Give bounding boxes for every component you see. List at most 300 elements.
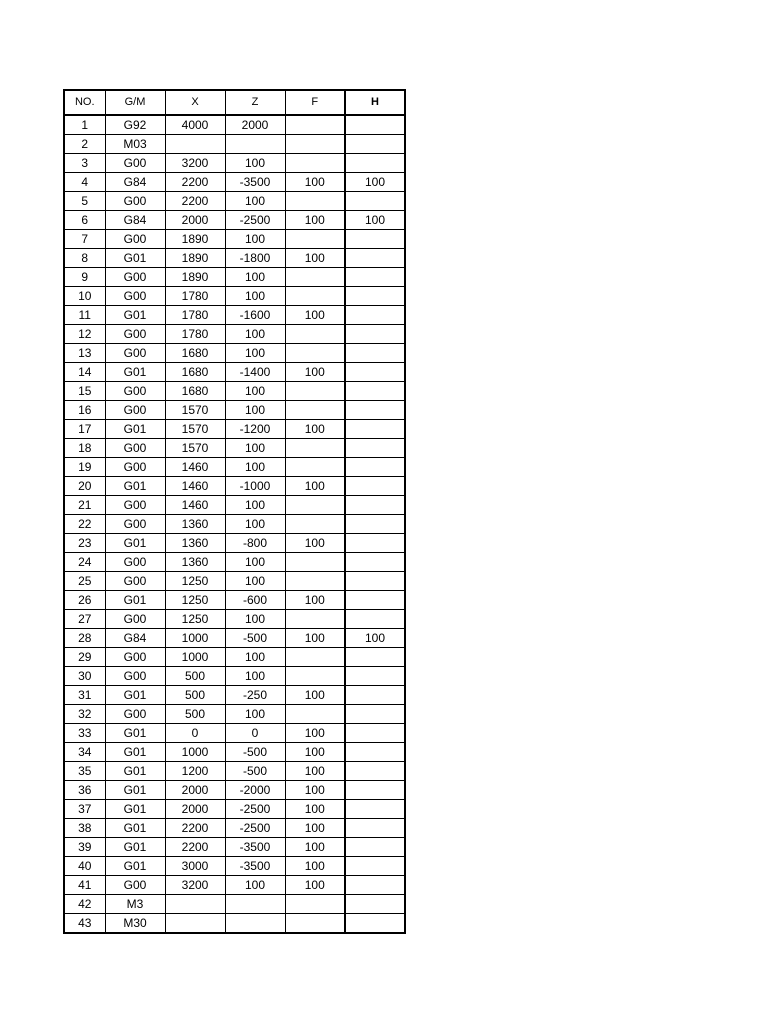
cell-no: 40 <box>64 857 105 876</box>
cell-f <box>285 287 345 306</box>
cell-f <box>285 344 345 363</box>
cell-z: 100 <box>225 610 285 629</box>
cell-f: 100 <box>285 477 345 496</box>
cell-gm: G00 <box>105 515 165 534</box>
cell-x: 1000 <box>165 629 225 648</box>
cell-f <box>285 230 345 249</box>
cell-z: 100 <box>225 230 285 249</box>
table-row <box>64 154 405 173</box>
table-row <box>64 496 405 515</box>
cell-no: 11 <box>64 306 105 325</box>
table-row <box>64 572 405 591</box>
cell-z: -1000 <box>225 477 285 496</box>
cell-h <box>345 895 405 914</box>
cell-no: 38 <box>64 819 105 838</box>
cell-gm: G01 <box>105 477 165 496</box>
cell-gm: G01 <box>105 838 165 857</box>
cell-z <box>225 914 285 934</box>
cell-z: -1200 <box>225 420 285 439</box>
cell-gm: G00 <box>105 382 165 401</box>
cell-h <box>345 781 405 800</box>
cell-h <box>345 458 405 477</box>
cell-z: -3500 <box>225 838 285 857</box>
header-f: F <box>285 90 345 115</box>
table-row <box>64 534 405 553</box>
cell-z: 100 <box>225 458 285 477</box>
cell-z: -3500 <box>225 857 285 876</box>
cell-gm: G00 <box>105 192 165 211</box>
cell-x: 1460 <box>165 458 225 477</box>
cell-gm: G01 <box>105 762 165 781</box>
cell-h <box>345 667 405 686</box>
cell-no: 36 <box>64 781 105 800</box>
cell-z: 100 <box>225 553 285 572</box>
cell-gm: G01 <box>105 306 165 325</box>
table-row <box>64 591 405 610</box>
cell-no: 28 <box>64 629 105 648</box>
header-gm: G/M <box>105 90 165 115</box>
cell-x: 3200 <box>165 154 225 173</box>
cell-f: 100 <box>285 211 345 230</box>
cell-h <box>345 306 405 325</box>
cell-f <box>285 192 345 211</box>
cell-h <box>345 819 405 838</box>
cell-z: 100 <box>225 325 285 344</box>
table-row <box>64 629 405 648</box>
cell-z: 100 <box>225 154 285 173</box>
cell-z: 100 <box>225 515 285 534</box>
table-row <box>64 838 405 857</box>
cell-h <box>345 724 405 743</box>
table-row <box>64 382 405 401</box>
cell-h <box>345 838 405 857</box>
cell-z <box>225 135 285 154</box>
cell-z: 100 <box>225 401 285 420</box>
cell-x: 1680 <box>165 344 225 363</box>
cell-f <box>285 496 345 515</box>
cell-x: 1200 <box>165 762 225 781</box>
cell-f <box>285 895 345 914</box>
table-row <box>64 876 405 895</box>
cell-f: 100 <box>285 781 345 800</box>
cell-f: 100 <box>285 686 345 705</box>
cell-f: 100 <box>285 724 345 743</box>
table-row <box>64 420 405 439</box>
cell-z: 100 <box>225 667 285 686</box>
cell-f <box>285 439 345 458</box>
cell-z: 100 <box>225 268 285 287</box>
cell-f <box>285 914 345 934</box>
table-row <box>64 268 405 287</box>
cell-h <box>345 401 405 420</box>
cell-gm: M03 <box>105 135 165 154</box>
cell-gm: G01 <box>105 743 165 762</box>
cell-z: 100 <box>225 572 285 591</box>
cell-z: -2500 <box>225 819 285 838</box>
cell-no: 22 <box>64 515 105 534</box>
table-row <box>64 686 405 705</box>
cell-x: 1360 <box>165 553 225 572</box>
cell-gm: G00 <box>105 496 165 515</box>
cell-x: 1000 <box>165 743 225 762</box>
cell-x: 1570 <box>165 439 225 458</box>
cell-no: 25 <box>64 572 105 591</box>
cell-gm: G00 <box>105 553 165 572</box>
cell-no: 18 <box>64 439 105 458</box>
cell-h <box>345 591 405 610</box>
cell-no: 27 <box>64 610 105 629</box>
cell-h <box>345 192 405 211</box>
cell-x: 500 <box>165 667 225 686</box>
cell-f: 100 <box>285 857 345 876</box>
cell-z <box>225 895 285 914</box>
cell-no: 30 <box>64 667 105 686</box>
cell-z: -500 <box>225 743 285 762</box>
table-row <box>64 553 405 572</box>
cell-z: 0 <box>225 724 285 743</box>
cell-f: 100 <box>285 173 345 192</box>
header-x: X <box>165 90 225 115</box>
table-row <box>64 781 405 800</box>
cell-no: 35 <box>64 762 105 781</box>
cell-h <box>345 743 405 762</box>
table-row <box>64 762 405 781</box>
table-row <box>64 743 405 762</box>
cell-h <box>345 914 405 934</box>
cell-f <box>285 268 345 287</box>
cell-f <box>285 458 345 477</box>
cell-h <box>345 154 405 173</box>
cell-x: 1460 <box>165 496 225 515</box>
cell-f <box>285 667 345 686</box>
cell-h <box>345 230 405 249</box>
cell-gm: M3 <box>105 895 165 914</box>
cell-h <box>345 553 405 572</box>
cell-f: 100 <box>285 363 345 382</box>
cell-gm: G00 <box>105 667 165 686</box>
cell-z: -600 <box>225 591 285 610</box>
table-row <box>64 363 405 382</box>
cell-no: 21 <box>64 496 105 515</box>
table-row <box>64 192 405 211</box>
cell-f: 100 <box>285 819 345 838</box>
cell-f <box>285 401 345 420</box>
cell-z: -800 <box>225 534 285 553</box>
cell-no: 2 <box>64 135 105 154</box>
table-row <box>64 344 405 363</box>
cell-x: 1780 <box>165 287 225 306</box>
cell-z: -3500 <box>225 173 285 192</box>
cell-no: 6 <box>64 211 105 230</box>
cell-gm: G84 <box>105 211 165 230</box>
cell-f <box>285 648 345 667</box>
cell-x: 1780 <box>165 325 225 344</box>
cell-f <box>285 154 345 173</box>
cell-f: 100 <box>285 629 345 648</box>
cell-x: 500 <box>165 705 225 724</box>
table-row <box>64 724 405 743</box>
cell-f <box>285 610 345 629</box>
cell-z: -2500 <box>225 211 285 230</box>
table-row <box>64 819 405 838</box>
cell-gm: G00 <box>105 458 165 477</box>
cell-gm: G01 <box>105 534 165 553</box>
table-row <box>64 401 405 420</box>
cell-h <box>345 268 405 287</box>
cell-x: 1570 <box>165 401 225 420</box>
cell-x: 1360 <box>165 534 225 553</box>
cell-gm: G00 <box>105 705 165 724</box>
cell-gm: G01 <box>105 591 165 610</box>
cell-no: 1 <box>64 115 105 135</box>
cell-gm: G01 <box>105 781 165 800</box>
cell-f <box>285 515 345 534</box>
cell-z: 100 <box>225 496 285 515</box>
cell-x: 1780 <box>165 306 225 325</box>
cell-no: 34 <box>64 743 105 762</box>
cell-gm: G00 <box>105 648 165 667</box>
cell-no: 42 <box>64 895 105 914</box>
cell-f: 100 <box>285 420 345 439</box>
cell-x: 1360 <box>165 515 225 534</box>
cell-no: 10 <box>64 287 105 306</box>
table-row <box>64 458 405 477</box>
header-h: H <box>345 90 405 115</box>
cell-f: 100 <box>285 800 345 819</box>
cell-x: 1680 <box>165 382 225 401</box>
cell-x: 1000 <box>165 648 225 667</box>
cell-no: 33 <box>64 724 105 743</box>
table-row <box>64 515 405 534</box>
table-row <box>64 173 405 192</box>
table-row <box>64 115 405 135</box>
cell-x: 2200 <box>165 838 225 857</box>
cell-gm: G01 <box>105 420 165 439</box>
cell-no: 4 <box>64 173 105 192</box>
cell-z: 100 <box>225 192 285 211</box>
table-row <box>64 914 405 934</box>
cell-z: 100 <box>225 648 285 667</box>
table-row <box>64 705 405 724</box>
cell-x: 2200 <box>165 173 225 192</box>
cell-x <box>165 914 225 934</box>
table-header <box>64 90 405 115</box>
table-row <box>64 230 405 249</box>
cell-h <box>345 572 405 591</box>
table-row <box>64 477 405 496</box>
cell-gm: G92 <box>105 115 165 135</box>
cell-no: 31 <box>64 686 105 705</box>
cell-x: 2000 <box>165 211 225 230</box>
cell-no: 3 <box>64 154 105 173</box>
cell-z: -500 <box>225 629 285 648</box>
cell-no: 43 <box>64 914 105 934</box>
cell-x <box>165 895 225 914</box>
cell-gm: G01 <box>105 363 165 382</box>
cell-gm: G01 <box>105 819 165 838</box>
cell-h <box>345 135 405 154</box>
cell-no: 32 <box>64 705 105 724</box>
cell-no: 26 <box>64 591 105 610</box>
cell-z: -1800 <box>225 249 285 268</box>
cell-gm: G01 <box>105 724 165 743</box>
cell-z: 100 <box>225 344 285 363</box>
cell-gm: G00 <box>105 268 165 287</box>
table-row <box>64 249 405 268</box>
cell-no: 16 <box>64 401 105 420</box>
cell-gm: G84 <box>105 629 165 648</box>
table-row <box>64 648 405 667</box>
cell-h: 100 <box>345 173 405 192</box>
cell-x: 1250 <box>165 591 225 610</box>
table-row <box>64 325 405 344</box>
cell-no: 9 <box>64 268 105 287</box>
cell-h <box>345 496 405 515</box>
cell-f <box>285 325 345 344</box>
cell-x: 1460 <box>165 477 225 496</box>
cell-gm: G00 <box>105 610 165 629</box>
cell-gm: G01 <box>105 686 165 705</box>
cell-z: 2000 <box>225 115 285 135</box>
cell-h <box>345 477 405 496</box>
cell-h <box>345 705 405 724</box>
cell-h <box>345 420 405 439</box>
cell-h: 100 <box>345 211 405 230</box>
cell-gm: G00 <box>105 287 165 306</box>
cell-gm: M30 <box>105 914 165 934</box>
cell-x: 1250 <box>165 610 225 629</box>
cell-h <box>345 686 405 705</box>
cell-x: 2200 <box>165 819 225 838</box>
cell-x: 1890 <box>165 249 225 268</box>
cell-x: 2000 <box>165 781 225 800</box>
cell-f: 100 <box>285 762 345 781</box>
table-row <box>64 287 405 306</box>
cell-x: 1680 <box>165 363 225 382</box>
cell-x: 0 <box>165 724 225 743</box>
cell-f: 100 <box>285 591 345 610</box>
cell-f: 100 <box>285 876 345 895</box>
header-no: NO. <box>64 90 105 115</box>
cell-h <box>345 249 405 268</box>
cell-h <box>345 115 405 135</box>
cell-z: 100 <box>225 876 285 895</box>
cell-no: 8 <box>64 249 105 268</box>
cell-f: 100 <box>285 743 345 762</box>
cell-no: 20 <box>64 477 105 496</box>
cell-h <box>345 287 405 306</box>
cell-x: 3000 <box>165 857 225 876</box>
cell-no: 13 <box>64 344 105 363</box>
cell-f <box>285 115 345 135</box>
cell-f: 100 <box>285 838 345 857</box>
cell-h <box>345 857 405 876</box>
cell-h <box>345 800 405 819</box>
cell-x: 3200 <box>165 876 225 895</box>
cell-x: 1890 <box>165 268 225 287</box>
cell-f <box>285 553 345 572</box>
cell-h <box>345 325 405 344</box>
table-row <box>64 439 405 458</box>
cell-gm: G00 <box>105 439 165 458</box>
cell-gm: G00 <box>105 154 165 173</box>
table-row <box>64 857 405 876</box>
cell-f: 100 <box>285 249 345 268</box>
cell-z: 100 <box>225 382 285 401</box>
cell-x: 2200 <box>165 192 225 211</box>
cell-gm: G00 <box>105 401 165 420</box>
cell-h <box>345 648 405 667</box>
cell-h <box>345 515 405 534</box>
cell-x: 1250 <box>165 572 225 591</box>
cell-x: 1890 <box>165 230 225 249</box>
table-row <box>64 667 405 686</box>
cell-h <box>345 363 405 382</box>
cnc-program-table <box>63 89 406 934</box>
header-row <box>64 90 405 115</box>
cell-f: 100 <box>285 534 345 553</box>
cell-x: 4000 <box>165 115 225 135</box>
cell-h <box>345 382 405 401</box>
cell-z: -2500 <box>225 800 285 819</box>
cell-z: 100 <box>225 439 285 458</box>
cell-z: 100 <box>225 705 285 724</box>
cell-gm: G00 <box>105 344 165 363</box>
cell-x: 500 <box>165 686 225 705</box>
cell-h <box>345 344 405 363</box>
cell-h <box>345 610 405 629</box>
cell-gm: G00 <box>105 230 165 249</box>
cell-no: 29 <box>64 648 105 667</box>
cell-z: -1600 <box>225 306 285 325</box>
table-row <box>64 895 405 914</box>
cell-z: 100 <box>225 287 285 306</box>
cell-f <box>285 135 345 154</box>
cell-h <box>345 534 405 553</box>
cell-gm: G01 <box>105 800 165 819</box>
cell-z: -500 <box>225 762 285 781</box>
cell-no: 39 <box>64 838 105 857</box>
cell-gm: G84 <box>105 173 165 192</box>
cell-no: 24 <box>64 553 105 572</box>
cell-x: 2000 <box>165 800 225 819</box>
cell-x <box>165 135 225 154</box>
table-row <box>64 211 405 230</box>
cell-h: 100 <box>345 629 405 648</box>
cell-no: 19 <box>64 458 105 477</box>
table-body <box>64 115 405 933</box>
cell-no: 17 <box>64 420 105 439</box>
cell-h <box>345 439 405 458</box>
table-row <box>64 610 405 629</box>
table-row <box>64 306 405 325</box>
table-row <box>64 135 405 154</box>
cell-z: -1400 <box>225 363 285 382</box>
cell-h <box>345 762 405 781</box>
cell-gm: G01 <box>105 857 165 876</box>
header-z: Z <box>225 90 285 115</box>
table-row <box>64 800 405 819</box>
cell-f <box>285 382 345 401</box>
cell-gm: G00 <box>105 876 165 895</box>
cell-no: 23 <box>64 534 105 553</box>
cell-f <box>285 572 345 591</box>
cell-z: -250 <box>225 686 285 705</box>
cell-no: 5 <box>64 192 105 211</box>
cell-gm: G00 <box>105 325 165 344</box>
cell-z: -2000 <box>225 781 285 800</box>
cell-f: 100 <box>285 306 345 325</box>
